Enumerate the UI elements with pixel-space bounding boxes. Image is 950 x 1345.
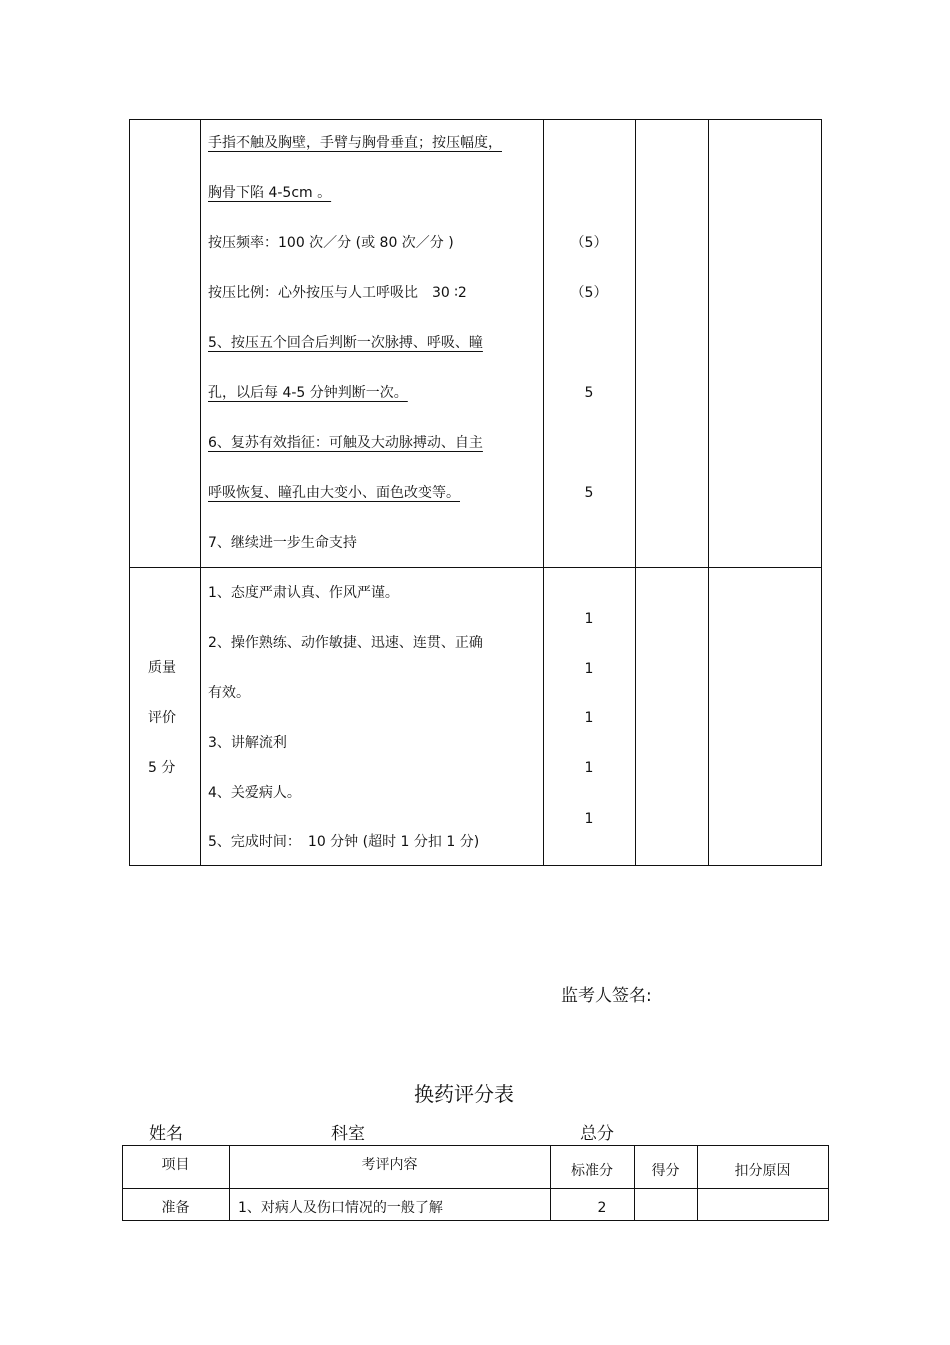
header-standard-score: 标准分 (571, 1163, 613, 1179)
content-line: 按压频率：100 次／分 (或 80 次／分 ) (208, 235, 454, 251)
quality-line: 3、讲解流利 (208, 735, 287, 751)
standard-score: （5） (570, 285, 608, 301)
examiner-signature-label: 监考人签名: (561, 986, 652, 1006)
quality-label: 5 分 (148, 760, 176, 776)
content-line: 孔，以后每 4-5 分钟判断一次。 (208, 385, 408, 401)
quality-score: 1 (584, 611, 594, 627)
field-total-label: 总分 (580, 1124, 614, 1144)
quality-score: 1 (584, 811, 594, 827)
row-standard-score: 2 (597, 1200, 607, 1216)
quality-line: 1、态度严肃认真、作风严谨。 (208, 585, 399, 601)
quality-line: 4、关爱病人。 (208, 785, 301, 801)
content-line: 胸骨下陷 4-5cm 。 (208, 185, 332, 201)
quality-score: 1 (584, 710, 594, 726)
quality-label: 评价 (148, 710, 176, 726)
standard-score: （5） (570, 235, 608, 251)
content-line: 按压比例：心外按压与人工呼吸比 30 ∶2 (208, 285, 467, 301)
content-line: 6、复苏有效指征：可触及大动脉搏动、自主 (208, 435, 483, 451)
quality-label: 质量 (148, 660, 176, 676)
content-line: 7、继续进一步生命支持 (208, 535, 357, 551)
content-line: 呼吸恢复、瞳孔由大变小、面色改变等。 (208, 485, 460, 501)
quality-score: 1 (584, 661, 594, 677)
standard-score: 5 (584, 485, 594, 501)
quality-score: 1 (584, 760, 594, 776)
quality-line: 5、完成时间： 10 分钟 (超时 1 分扣 1 分) (208, 834, 480, 850)
header-score: 得分 (651, 1163, 680, 1179)
header-item: 项目 (161, 1157, 190, 1173)
quality-line: 2、操作熟练、动作敏捷、迅速、连贯、正确 (208, 635, 483, 651)
field-name-label: 姓名 (149, 1124, 183, 1144)
content-line: 手指不触及胸壁，手臂与胸骨垂直；按压幅度， (208, 135, 502, 151)
standard-score: 5 (584, 385, 594, 401)
row-item: 准备 (161, 1200, 190, 1216)
header-content: 考评内容 (361, 1157, 418, 1173)
header-deduction-reason: 扣分原因 (734, 1163, 791, 1179)
quality-line: 有效。 (208, 685, 250, 701)
row-content: 1、对病人及伤口情况的一般了解 (238, 1200, 443, 1216)
form-title: 换药评分表 (414, 1082, 514, 1106)
content-line: 5、按压五个回合后判断一次脉搏、呼吸、瞳 (208, 335, 483, 351)
field-department-label: 科室 (331, 1124, 365, 1144)
